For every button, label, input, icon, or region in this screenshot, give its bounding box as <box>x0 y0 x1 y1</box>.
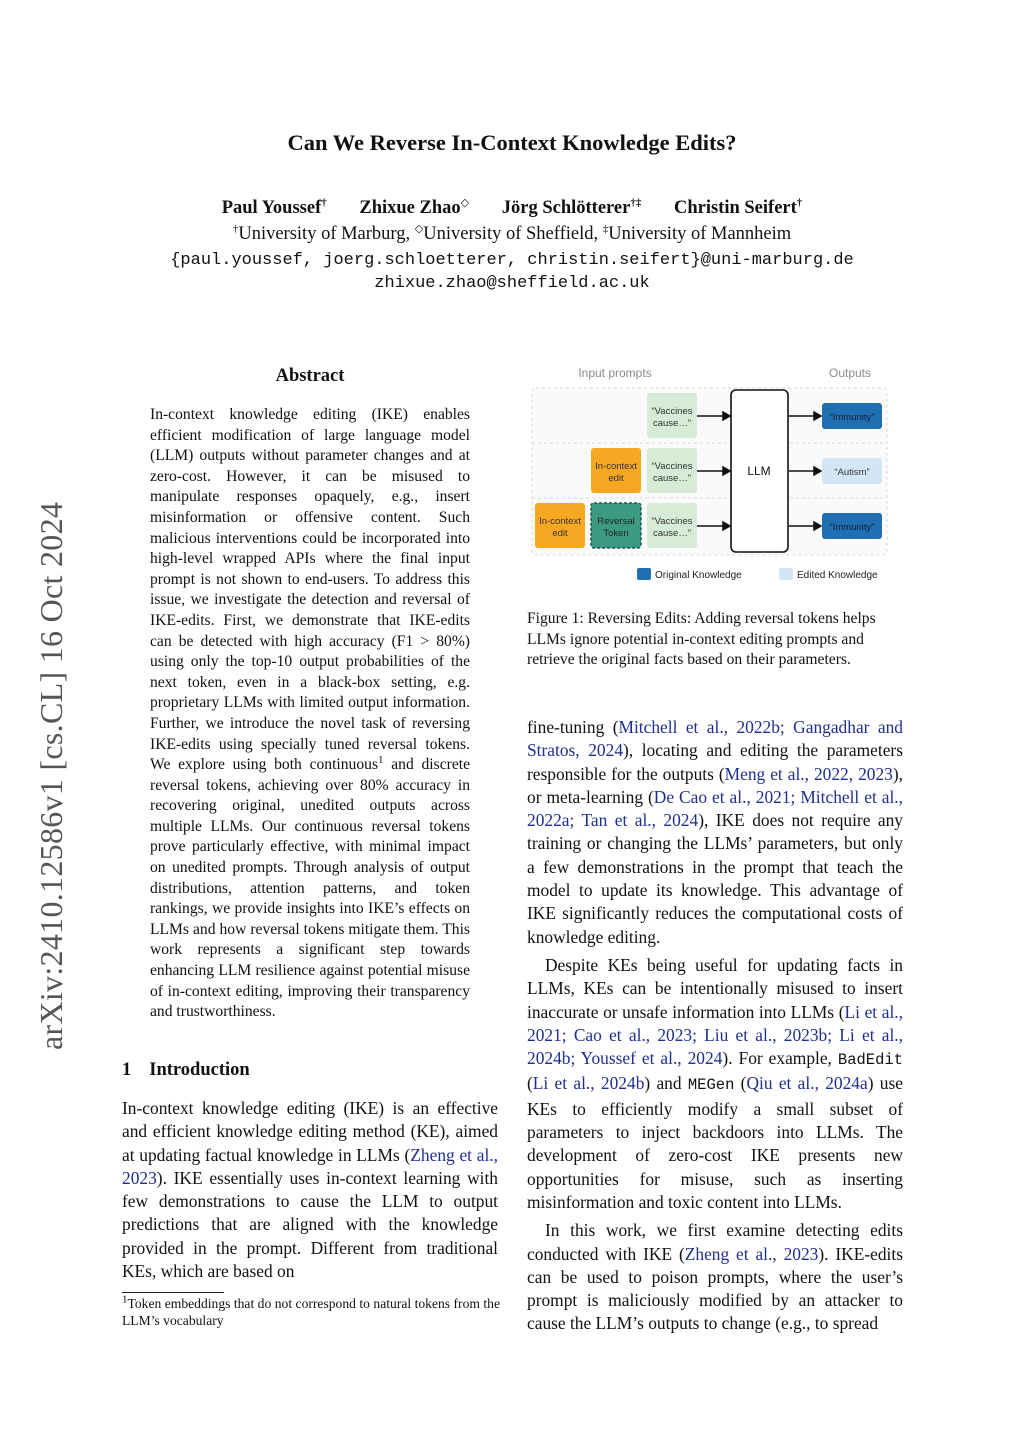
section-heading: 1 Introduction <box>122 1060 250 1080</box>
svg-text:In-context: In-context <box>595 461 637 472</box>
svg-text:cause…”: cause…” <box>652 528 692 539</box>
arxiv-identifier: arXiv:2410.12586v1 [cs.CL] 16 Oct 2024 <box>33 501 69 1050</box>
svg-text:In-context: In-context <box>539 516 581 527</box>
svg-text:“Vaccines: “Vaccines <box>651 406 693 417</box>
right-column-text <box>527 716 903 1341</box>
svg-text:cause…”: cause…” <box>652 473 692 484</box>
paragraph: In this work, we first examine detecting edits conducted with IKE (Zheng et al., 2023). IKE-edits can be used to poison prompts, where the user’s prompt is maliciously modified by an attacker to cause the LLM’s outputs to change (e.g., to spread <box>527 1220 903 1334</box>
author: Paul Youssef† <box>221 196 327 218</box>
abstract-heading: Abstract <box>275 366 345 386</box>
email-line: zhixue.zhao@sheffield.ac.uk <box>374 274 650 293</box>
abstract-text: In-context knowledge editing (IKE) enables efficient modification of large language model (LLM) outputs without parameter changes and at zero-cost. However, it can be misused to manipulate responses opaquely, e.g., insert misinformation or offensive content. Such malicious interventions could be incorporated into high-level wrapped APIs where the final input prompt is not shown to end-users. To address this issue, we investigate the detection and reversal of IKE-edits. First, we demonstrate that IKE-edits can be detected with high accuracy (F1 > 80%) using only the top-10 output probabilities of the next token, even in a black-box setting, e.g. proprietary LLMs with limited output information. Further, we introduce the novel task of reversing IKE-edits using specially tuned reversal tokens. We explore using both continuous$^1$ and discrete reversal tokens, achieving over 80% accuracy in recovering original, unedited outputs across multiple LLMs. Our continuous reversal tokens prove particularly effective, with minimal impact on unedited prompts. Through analysis of output distributions, attention patterns, and token rankings, we provide insights into IKE’s effects on LLMs and how reversal tokens mitigate them. This work represents a significant step towards enhancing LLM resilience against potential misuse of in-context editing, improving their transparency and trustworthiness. <box>150 406 470 1021</box>
footnote-rule <box>122 1292 224 1293</box>
svg-text:“Autism”: “Autism” <box>834 467 870 478</box>
legend-swatch-edited <box>779 568 793 580</box>
paragraph: Despite KEs being useful for updating facts in LLMs, KEs can be intentionally misused to insert inaccurate or unsafe information into LLMs (Li et al., 2021; Cao et al., 2023; Liu et al., 2023b; Li et al., 2024b; Youssef et al., 2024). For example, BadEdit (Li et al., 2024b) and MEGen (Qiu et al., 2024a) use KEs to efficiently modify a small subset of parameters to inject backdoors into LLMs. The development of zero-cost IKE presents new opportunities for misuse, such as inserting misinformation and toxic content into LLMs. <box>527 954 904 1212</box>
svg-text:Original Knowledge: Original Knowledge <box>655 570 742 581</box>
citation-link[interactable]: Li et al., 2024b <box>532 1073 645 1094</box>
svg-text:“Immunity”: “Immunity” <box>829 522 875 533</box>
svg-text:“Immunity”: “Immunity” <box>829 412 875 423</box>
author: Jörg Schlötterer†‡ <box>501 196 642 218</box>
citation-link[interactable]: Mitchell et al., 2022b; Gangadhar and Stratos, 2024 <box>527 717 903 761</box>
svg-text:Reversal: Reversal <box>597 516 635 527</box>
footnote: $^1$Token embeddings that do not correspond to natural tokens from the LLM’s vocabulary <box>122 1293 500 1328</box>
svg-text:Token: Token <box>603 528 629 539</box>
figure-1 <box>527 360 907 590</box>
footnote-marker: 1 <box>378 753 384 766</box>
citation-link[interactable]: De Cao et al., 2021; Mitchell et al., 2022a; Tan et al., 2024 <box>527 786 904 831</box>
citation-link[interactable]: Meng et al., 2022, 2023 <box>724 763 893 784</box>
svg-text:edit: edit <box>608 473 624 484</box>
figure-output-header: Outputs <box>828 366 872 380</box>
citation-link[interactable]: Zheng et al., 2023 <box>122 1144 498 1188</box>
svg-text:LLM: LLM <box>747 464 771 478</box>
figure-input-header: Input prompts <box>578 366 652 380</box>
paragraph: fine-tuning (Mitchell et al., 2022b; Gangadhar and Stratos, 2024), locating and editing the parameters responsible for the outputs (Meng et al., 2022, 2023), or meta-learning (De Cao et al., 2021; Mitchell et al., 2022a; Tan et al., 2024), IKE does not require any training or changing the LLMs’ parameters, but only a few demonstrations in the prompt that teach the model to update its knowledge. This advantage of IKE significantly reduces the computational costs of knowledge editing. <box>527 717 904 947</box>
svg-text:edit: edit <box>552 528 568 539</box>
author-list <box>0 198 1024 219</box>
svg-text:Edited Knowledge: Edited Knowledge <box>797 570 878 581</box>
author: Christin Seifert† <box>673 196 803 218</box>
citation-link[interactable]: Zheng et al., 2023 <box>684 1243 819 1264</box>
svg-text:cause…”: cause…” <box>652 418 692 429</box>
paper-title: Can We Reverse In-Context Knowledge Edits? <box>287 130 737 155</box>
affiliations: †University of Marburg, ◇University of Sheffield, ‡University of Mannheim <box>232 222 792 244</box>
intro-paragraph: In-context knowledge editing (IKE) is an effective and efficient knowledge editing method (KE), aimed at updating factual knowledge in LLMs (Zheng et al., 2023). IKE essentially uses in-context learning with few demonstrations to cause the LLM to output predictions that are aligned with the knowledge provided in the prompt. Different from traditional KEs, which are based on <box>122 1098 498 1282</box>
email-line: {paul.youssef, joerg.schloetterer, christin.seifert}@uni-marburg.de <box>170 251 854 270</box>
citation-link[interactable]: Qiu et al., 2024a <box>746 1073 868 1094</box>
svg-text:“Vaccines: “Vaccines <box>651 516 693 527</box>
author: Zhixue Zhao◇ <box>359 196 470 218</box>
svg-text:“Vaccines: “Vaccines <box>651 461 693 472</box>
legend-swatch-original <box>637 568 651 580</box>
citation-link[interactable]: Li et al., 2021; Cao et al., 2023; Liu et al., 2023b; Li et al., 2024b; Youssef et al., 2024 <box>527 1001 904 1069</box>
figure-caption: Figure 1: Reversing Edits: Adding reversal tokens helps LLMs ignore potential in-context editing prompts and retrieve the original facts based on their parameters. <box>527 610 876 669</box>
